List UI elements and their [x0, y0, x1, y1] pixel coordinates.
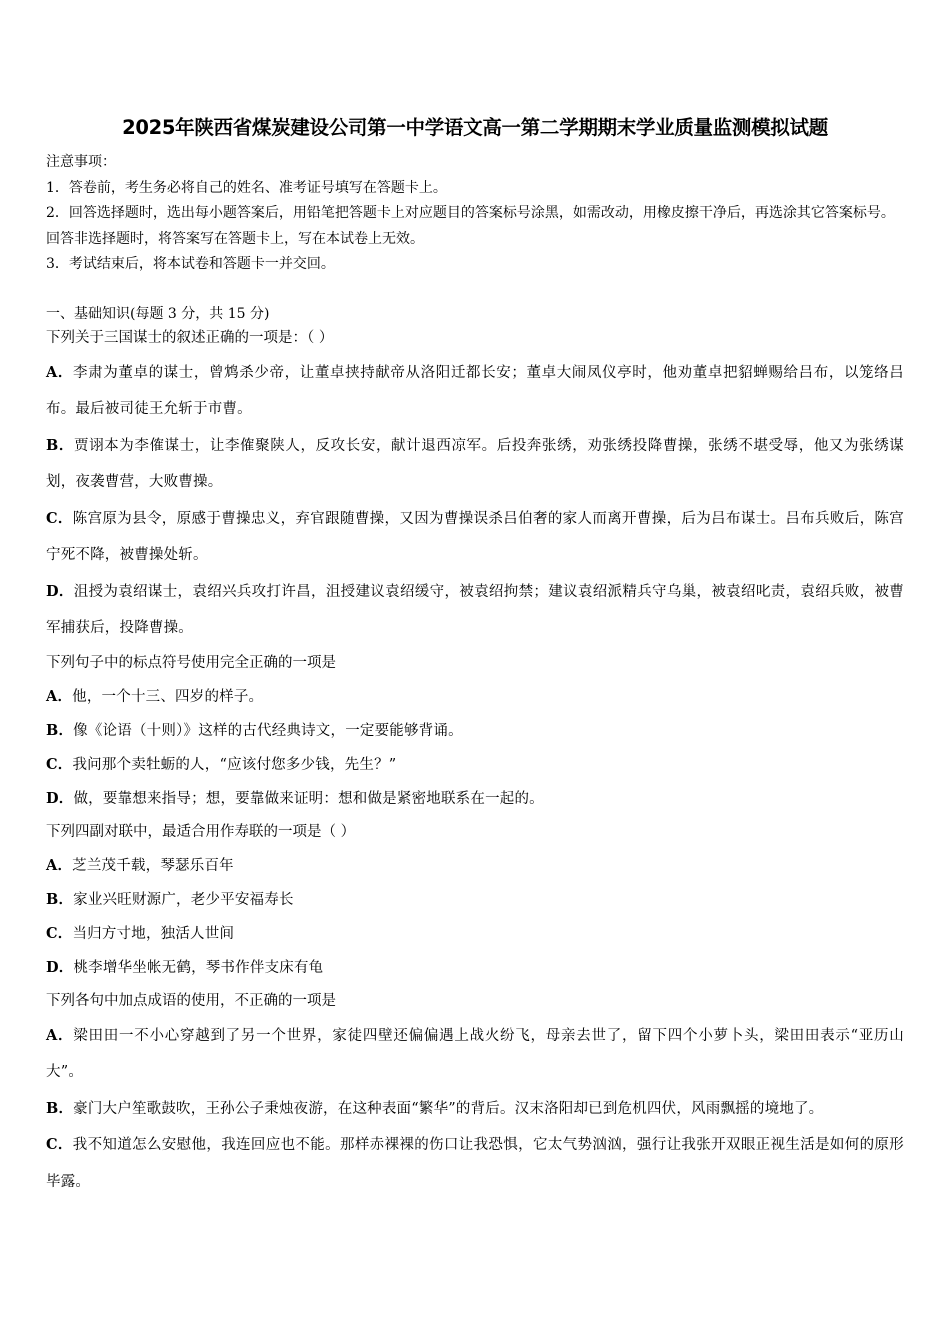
option-c [46, 1127, 904, 1200]
option-a [46, 1018, 904, 1091]
option-label: D． [46, 582, 74, 600]
notice-item: 1．答卷前，考生务必将自己的姓名、准考证号填写在答题卡上。 [46, 179, 447, 196]
question-stem: 下列句子中的标点符号使用完全正确的一项是 [46, 654, 336, 671]
option-text: 做，要靠想来指导；想，要靠做来证明：想和做是紧密地联系在一起的。 [73, 790, 544, 807]
option-text: 像《论语（十则）》这样的古代经典诗文，一定要能够背诵。 [73, 722, 463, 739]
option-d [46, 574, 904, 647]
option-label: A． [46, 856, 73, 874]
option-text: 陈宫原为县令，原感于曹操忠义，弃官跟随曹操，又因为曹操误杀吕伯奢的家人而离开曹操，后为吕布谋士。吕布兵败后，陈宫宁死不降，被曹操处斩。 [46, 510, 904, 563]
option-text: 沮授为袁绍谋士，袁绍兴兵攻打许昌，沮授建议袁绍缓守，被袁绍拘禁；建议袁绍派精兵守乌巢，被袁绍叱责，袁绍兵败，被曹军捕获后，投降曹操。 [46, 583, 904, 636]
option-label: C． [46, 924, 73, 942]
question-stem: 下列各句中加点成语的使用，不正确的一项是 [46, 992, 336, 1009]
option-label: D． [46, 789, 74, 807]
option-label: B． [46, 890, 74, 908]
option-label: A． [46, 687, 73, 705]
option-c [46, 501, 904, 574]
option-text: 芝兰茂千载，琴瑟乐百年 [72, 857, 234, 874]
option-text: 李肃为董卓的谋士，曾鸩杀少帝，让董卓挟持献帝从洛阳迁都长安；董卓大闹凤仪亭时，他劝董卓把貂蝉赐给吕布，以笼络吕布。最后被司徒王允斩于市曹。 [46, 364, 904, 417]
option-label: C． [46, 509, 73, 527]
option-a [46, 355, 904, 428]
option-text: 家业兴旺财源广，老少平安福寿长 [73, 891, 294, 908]
option-d [46, 782, 904, 816]
option-label: B． [46, 1099, 74, 1117]
notice-item: 3．考试结束后，将本试卷和答题卡一并交回。 [46, 256, 335, 272]
option-b [46, 1091, 904, 1128]
notice-item: 2．回答选择题时，选出每小题答案后，用铅笔把答题卡上对应题目的答案标号涂黑，如需改动，用橡皮擦干净后，再选涂其它答案标号。回答非选择题时，将答案写在答题卡上，写在本试卷上无效。 [46, 205, 895, 247]
option-a [46, 849, 904, 883]
option-d [46, 951, 904, 985]
page-title: 2025年陕西省煤炭建设公司第一中学语文高一第二学期期末学业质量监测模拟试题 [122, 116, 828, 139]
question-2 [46, 647, 904, 816]
option-label: B． [46, 721, 74, 739]
option-c [46, 917, 904, 951]
option-text: 桃李增华坐帐无鹤，琴书作伴支床有龟 [73, 959, 324, 976]
option-text: 当归方寸地，独活人世间 [72, 925, 235, 942]
option-label: A． [46, 1026, 74, 1044]
question-1 [46, 326, 904, 647]
question-stem: 下列关于三国谋士的叙述正确的一项是：（ ） [46, 329, 334, 346]
option-text: 我不知道怎么安慰他，我连回应也不能。那样赤裸裸的伤口让我恐惧，它太气势汹汹，强行让我张开双眼正视生活是如何的原形毕露。 [46, 1137, 904, 1190]
notice-heading: 注意事项： [46, 154, 116, 170]
option-b [46, 883, 904, 917]
notice-block [46, 150, 904, 278]
option-label: D． [46, 958, 74, 976]
option-label: C． [46, 1136, 73, 1153]
option-b [46, 428, 904, 501]
option-label: C． [46, 755, 73, 773]
option-c [46, 748, 904, 782]
option-text: 他，一个十三、四岁的样子。 [72, 688, 264, 705]
option-label: B． [46, 436, 74, 454]
option-b [46, 714, 904, 748]
question-stem: 下列四副对联中，最适合用作寿联的一项是（ ） [46, 823, 356, 840]
question-3 [46, 816, 904, 985]
option-text: 豪门大户笙歌鼓吹，王孙公子秉烛夜游，在这种表面“繁华”的背后。汉末洛阳却已到危机四伏，风雨飘摇的境地了。 [73, 1100, 824, 1117]
option-text: 梁田田一不小心穿越到了另一个世界，家徒四壁还偏偏遇上战火纷飞，母亲去世了，留下四个小萝卜头，梁田田表示“亚历山大”。 [46, 1027, 904, 1080]
option-a [46, 680, 904, 714]
question-4 [46, 985, 904, 1201]
option-text: 贾诩本为李傕谋士，让李傕聚陕人，反攻长安，献计退西凉军。后投奔张绣，劝张绣投降曹操，张绣不堪受辱，他又为张绣谋划，夜袭曹营，大败曹操。 [46, 437, 905, 490]
option-text: 我问那个卖牡蛎的人，“应该付您多少钱，先生？” [72, 756, 397, 773]
section-heading: 一、基础知识(每题 3 分，共 15 分) [46, 305, 270, 322]
option-label: A． [46, 363, 73, 381]
